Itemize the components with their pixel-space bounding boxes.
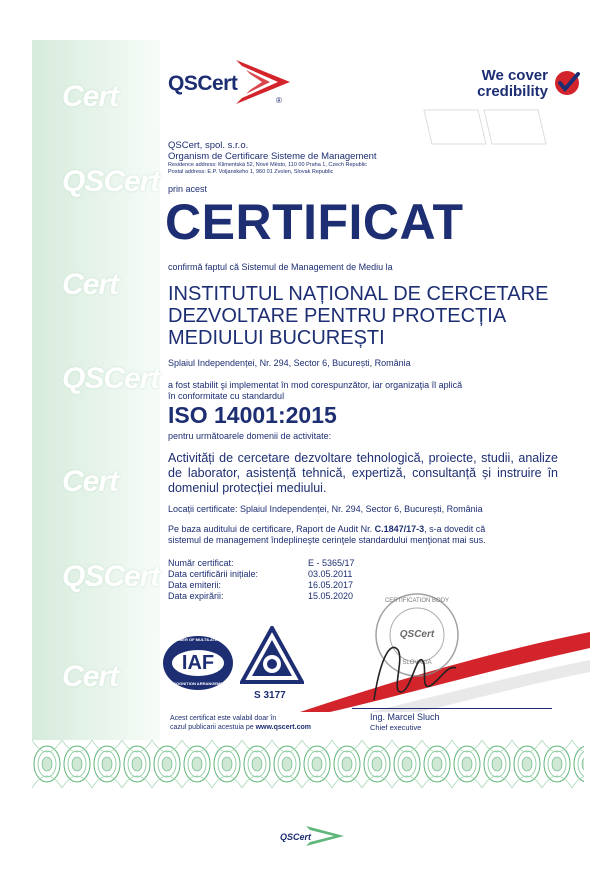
organization-line: INSTITUTUL NAȚIONAL DE CERCETARE — [168, 283, 549, 305]
signature-icon — [370, 630, 460, 708]
band-word: QSCert — [62, 165, 160, 198]
audit-text: sistemul de management îndeplineşte cerinţele standardului menţionat mai sus. — [168, 535, 486, 545]
band-word: Cert — [62, 80, 119, 113]
slogan-line: credibility — [477, 83, 548, 100]
company-name: QSCert, spol. s.r.o. — [168, 140, 249, 151]
seal-center-text: QSCert — [399, 629, 435, 640]
audit-number: C.1847/17-3 — [374, 524, 425, 534]
decorative-band — [32, 40, 160, 740]
certificate-details — [168, 558, 355, 602]
audit-statement — [168, 524, 486, 546]
iaf-bottom-text: RECOGNITION ARRANGEMENT — [167, 681, 229, 686]
certificate-title: CERTIFICAT — [165, 194, 464, 250]
detail-row — [168, 591, 355, 602]
detail-label: Data expirării: — [168, 591, 224, 601]
detail-value: E - 5365/17 — [308, 558, 355, 568]
slogan-line: We cover — [481, 67, 548, 84]
seal-top-text: CERTIFICATION BODY — [384, 598, 450, 604]
detail-row — [168, 580, 355, 591]
slogan — [452, 68, 548, 100]
postal-address: Postal address: E.P. Voljanskeho 1, 960 01 Zvolen, Slovak Republic — [168, 169, 334, 175]
footer-logo-text: QSCert — [280, 832, 312, 842]
guilloche-border — [32, 740, 584, 788]
validity-line: cazul publicarii acestuia pe — [170, 724, 256, 731]
company-subtitle: Organism de Certificare Sisteme de Management — [168, 151, 377, 162]
detail-row — [168, 569, 355, 580]
validity-url: www.qscert.com — [255, 724, 311, 731]
detail-label: Data certificării inițiale: — [168, 569, 259, 579]
band-word: Cert — [62, 660, 119, 693]
statement-line: a fost stabilit şi implementat în mod corespunzător, iar organizaţia îl aplică — [168, 380, 463, 390]
iaf-top-text: MEMBER OF MULTILATERAL — [170, 637, 226, 642]
detail-label: Data emiterii: — [168, 580, 222, 590]
signer-title: Chief executive — [370, 723, 422, 732]
checkmark-badge-icon — [552, 68, 582, 98]
detail-label: Număr certificat: — [168, 558, 234, 568]
registered-mark: ® — [276, 96, 282, 105]
guilloche-pattern-icon — [32, 740, 584, 788]
certified-locations: Locații certificate: Splaiul Independenței, Nr. 294, Sector 6, București, România — [168, 504, 483, 514]
iso-standard: ISO 14001:2015 — [168, 402, 337, 428]
organization-line: DEZVOLTARE PENTRU PROTECȚIA — [168, 305, 507, 327]
audit-text: , s-a dovedit că — [424, 524, 486, 534]
band-word: QSCert — [62, 362, 160, 395]
signer-name: Ing. Marcel Sluch — [370, 712, 440, 722]
residence-address: Residence address: Klimentská 52, Nové Město, 110 00 Praha 1, Czech Republic — [168, 162, 367, 168]
organization-name — [168, 283, 548, 349]
organization-address: Splaiul Independenței, Nr. 294, Sector 6, București, România — [168, 358, 411, 368]
band-word: QSCert — [62, 560, 160, 593]
iaf-logo — [162, 634, 234, 692]
confirm-text: confirmă faptul că Sistemul de Management de Mediu la — [168, 262, 393, 272]
detail-value: 16.05.2017 — [308, 580, 354, 590]
statement-line: în conformitate cu standardul — [168, 391, 285, 401]
logo-arrow-icon — [236, 58, 292, 106]
accreditation-code: S 3177 — [254, 690, 286, 701]
logo-text: QSCert — [168, 72, 238, 95]
seal-bottom-text: SLOVAKIA — [402, 660, 432, 666]
accreditation-triangle-icon — [240, 626, 304, 684]
signature-line — [352, 708, 552, 709]
validity-note — [170, 714, 311, 732]
statement — [168, 380, 462, 402]
footer-logo-arrow-icon — [306, 824, 346, 848]
scope-label: pentru următoarele domenii de activitate: — [168, 431, 332, 441]
intro-text: prin acest — [168, 184, 208, 194]
hologram-icon — [420, 104, 570, 150]
band-word: Cert — [62, 465, 119, 498]
validity-line: Acest certificat este valabil doar în — [170, 715, 277, 722]
organization-line: MEDIULUI BUCUREȘTI — [168, 327, 385, 349]
audit-text: Pe baza auditului de certificare, Raport de Audit Nr. — [168, 524, 375, 534]
detail-row — [168, 558, 355, 569]
iaf-main-text: IAF — [181, 652, 215, 674]
scope-text: Activități de cercetare dezvoltare tehnologică, proiecte, studii, analize de laborator, asistență tehnică, expertiză, consultanță și instruire în domeniul protecției mediului. — [168, 451, 558, 495]
detail-value: 15.05.2020 — [308, 591, 354, 601]
qscert-logo — [168, 72, 237, 96]
band-word: Cert — [62, 268, 119, 301]
detail-value: 03.05.2011 — [308, 569, 353, 579]
company-info — [168, 140, 377, 176]
